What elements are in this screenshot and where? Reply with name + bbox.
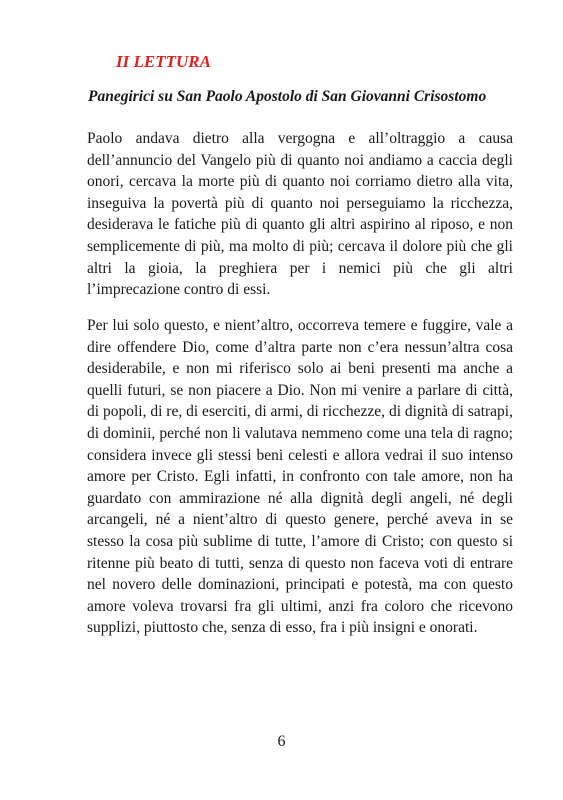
page-number: 6 [277, 733, 286, 750]
paragraph-1: Paolo andava dietro alla vergogna e all’oltraggio a causa dell’annuncio del Vangelo più di quanto noi andiamo a caccia degli onori, cercava la morte più di quanto noi corriamo dietro alla vita, inseguiva la povertà più di quanto noi perseguiamo la ricchezza, desiderava le fatiche più di quanto gli altri aspirino al riposo, e non semplicemente di più, ma molto di più; cercava il dolore più che gli altri la gioia, la preghiera per i nemici più che gli altri l’imprecazione contro di essi. [87, 130, 513, 299]
work-title: Panegirici su San Paolo Apostolo di San Giovanni Crisostomo [88, 88, 487, 105]
section-title: II LETTURA [116, 52, 211, 71]
paragraph-2: Per lui solo questo, e nient’altro, occorreva temere e fuggire, vale a dire offendere Dio, come d’altra parte non c’era nessun’altra cosa desiderabile, e non mi riferisco solo ai beni presenti ma anche a quelli futuri, se non piacere a Dio. Non mi venire a parlare di città, di popoli, di re, di eserciti, di armi, di ricchezze, di dignità di satrapi, di dominii, perché non li valutava nemmeno come una tela di ragno; considera invece gli stessi beni celesti e allora vedrai il suo intenso amore per Cristo. Egli infatti, in confronto con tale amore, non ha guardato con ammirazione né alla dignità degli angeli, né degli arcangeli, né a nient’altro di questo genere, perché aveva in se stesso la cosa più sublime di tutte, l’amore di Cristo; con questo si ritenne più beato di tutti, senza di questo non faceva voti di entrare nel novero delle dominazioni, principati e potestà, ma con questo amore voleva trovarsi fra gli ultimi, anzi fra coloro che ricevono supplizi, piuttosto che, senza di esso, fra i più insigni e onorati. [87, 317, 513, 637]
